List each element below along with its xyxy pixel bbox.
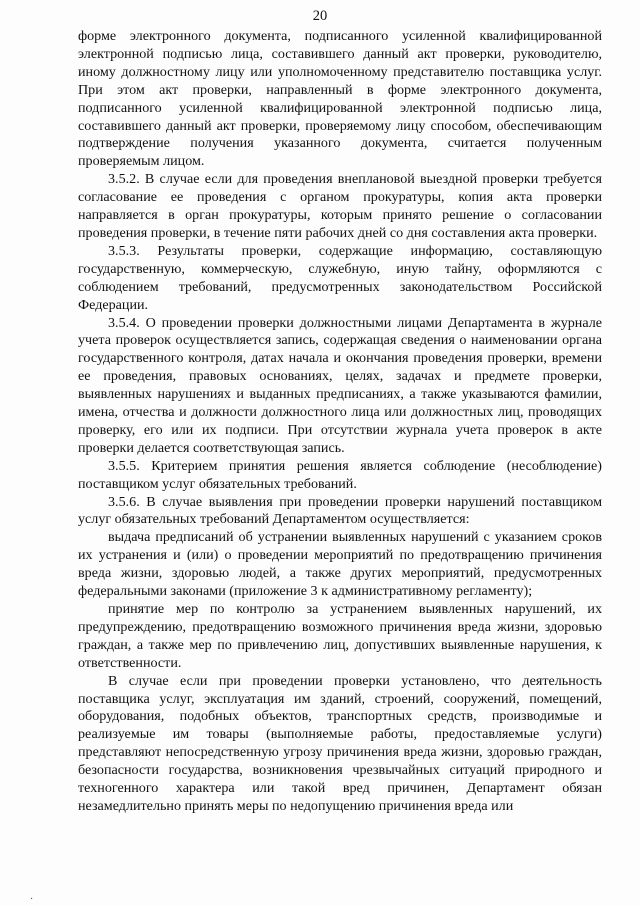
paragraph-3-5-2: 3.5.2. В случае если для проведения внеплановой выездной проверки требуется согласование ее проведения с органом прокуратуры, копия акта проверки направляется в орган прокуратуры, которым принято решение о согласовании проведения проверки, в течение пяти рабочих дней со дня составления акта проверки. <box>78 171 602 241</box>
paragraph-3-5-6: 3.5.6. В случае выявления при проведении проверки нарушений поставщиком услуг обязательных требований Департаментом осуществляется: <box>78 493 602 528</box>
paragraph-3-5-5: 3.5.5. Критерием принятия решения является соблюдение (несоблюдение) поставщиком услуг обязательных требований. <box>78 457 602 492</box>
document-body <box>78 28 602 816</box>
list-item-control-measures: принятие мер по контролю за устранением выявленных нарушений, их предупреждению, предотвращению возможного причинения вреда жизни, здоровью граждан, а также мер по привлечению лиц, допустивших выявленные нарушения, к ответственности. <box>78 601 602 671</box>
paragraph-immediate-threat: В случае если при проведении проверки установлено, что деятельность поставщика услуг, эксплуатация им зданий, строений, сооружений, помещений, оборудования, подобных объектов, транспортных средств, производимые и реализуемые им товары (выполняемые работы, предоставляемые услуги) представляют непосредственную угрозу причинения вреда жизни, здоровью граждан, безопасности государства, возникновения чрезвычайных ситуаций природного и техногенного характера или такой вред причинен, Департамент обязан незамедлительно принять меры по недопущению причинения вреда или <box>78 672 602 814</box>
page-number: 20 <box>312 8 328 24</box>
paragraph-3-5-3: 3.5.3. Результаты проверки, содержащие информацию, составляющую государственную, коммерческую, служебную, иную тайну, оформляются с соблюдением требований, предусмотренных законодательством Российской Федерации. <box>78 242 602 313</box>
list-item-prescriptions: выдача предписаний об устранении выявленных нарушений с указанием сроков их устранения и (или) о проведении мероприятий по предотвращению причинения вреда жизни, здоровью людей, а также других мероприятий, предусмотренных федеральными законами (приложение 3 к административному регламенту); <box>78 529 602 600</box>
scan-mark: . <box>30 891 34 902</box>
paragraph-continuation: форме электронного документа, подписанного усиленной квалифицированной электронной подписью лица, составившего данный акт проверки, руководителю, иному должностному лицу или уполномоченному представителю поставщика услуг. При этом акт проверки, направленный в форме электронного документа, подписанного усиленной квалифицированной электронной подписью лица, составившего данный акт проверки, проверяемому лицу способом, обеспечивающим подтверждение получения указанного документа, считается полученным проверяемым лицом. <box>78 28 602 170</box>
paragraph-3-5-4: 3.5.4. О проведении проверки должностными лицами Департамента в журнале учета проверок осуществляется запись, содержащая сведения о наименовании органа государственного контроля, датах начала и окончания проведения проверки, времени ее проведения, правовых основаниях, целях, задачах и предмете проверки, выявленных нарушениях и выданных предписаниях, а также указываются фамилии, имена, отчества и должности должностного лица или должностных лиц, проводящих проверку, его или их подписи. При отсутствии журнала учета проверок в акте проверки делается соответствующая запись. <box>78 314 602 456</box>
